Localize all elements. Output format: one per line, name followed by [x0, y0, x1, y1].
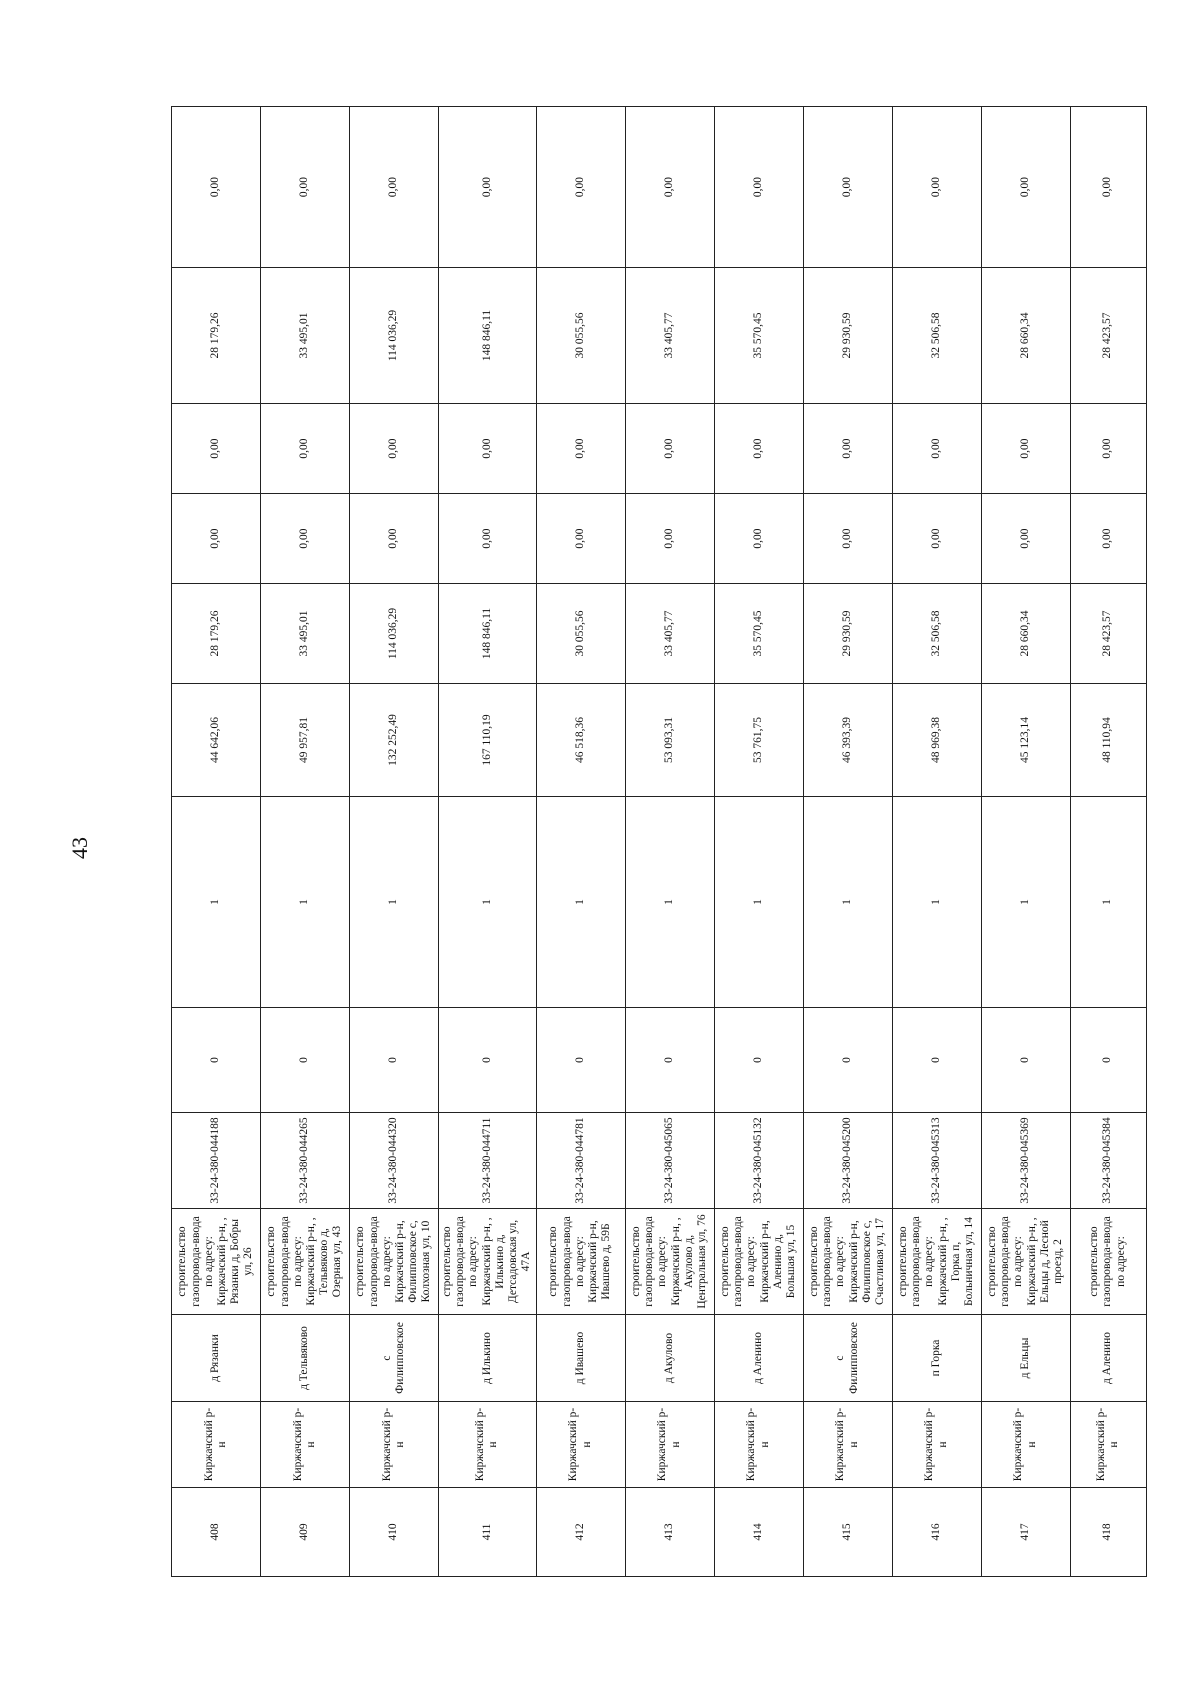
amount-cell-5: 114 036,29: [350, 268, 439, 404]
row-number: 418: [1070, 1488, 1146, 1577]
description-cell: строительство газопровода-ввода по адресу: Киржачский р-н, , Тельвяково д, Озерная ул, 43: [261, 1209, 350, 1315]
amount-cell-3: 0,00: [714, 494, 803, 584]
quantity-cell: 1: [439, 797, 537, 1008]
table-row: [536, 107, 625, 1577]
cadastral-number-cell: 33-24-380-045200: [803, 1113, 892, 1209]
amount-cell-6: 0,00: [981, 107, 1070, 268]
amount-cell-2: 114 036,29: [350, 584, 439, 684]
amount-cell-6: 0,00: [350, 107, 439, 268]
amount-cell-2: 148 846,11: [439, 584, 537, 684]
amount-cell-2: 35 570,45: [714, 584, 803, 684]
amount-cell-3: 0,00: [536, 494, 625, 584]
amount-cell-1: 53 761,75: [714, 684, 803, 797]
amount-cell-6: 0,00: [803, 107, 892, 268]
locality-cell: с Филипповское: [350, 1315, 439, 1402]
quantity-cell: 1: [892, 797, 981, 1008]
cadastral-number-cell: 33-24-380-045065: [625, 1113, 714, 1209]
amount-cell-3: 0,00: [803, 494, 892, 584]
table-row: [172, 107, 261, 1577]
amount-cell-6: 0,00: [714, 107, 803, 268]
table-row: [803, 107, 892, 1577]
amount-cell-3: 0,00: [892, 494, 981, 584]
amount-cell-4: 0,00: [981, 404, 1070, 494]
zero-value-cell: 0: [172, 1008, 261, 1113]
locality-cell: д Тельвяково: [261, 1315, 350, 1402]
amount-cell-4: 0,00: [892, 404, 981, 494]
table-row: [439, 107, 537, 1577]
amount-cell-5: 32 506,58: [892, 268, 981, 404]
amount-cell-3: 0,00: [172, 494, 261, 584]
description-cell: строительство газопровода-ввода по адресу: Киржачский р-н, , Илькино д, Детсадовская ул, 47А: [439, 1209, 537, 1315]
amount-cell-1: 48 110,94: [1070, 684, 1146, 797]
table-row: [1070, 107, 1146, 1577]
quantity-cell: 1: [536, 797, 625, 1008]
description-cell: строительство газопровода-ввода по адресу: Киржачский р-н, , Рязанки д, Бобры ул, 26: [172, 1209, 261, 1315]
cadastral-number-cell: 33-24-380-045132: [714, 1113, 803, 1209]
amount-cell-4: 0,00: [536, 404, 625, 494]
district-cell: Киржачский р-н: [439, 1402, 537, 1488]
amount-cell-4: 0,00: [625, 404, 714, 494]
amount-cell-1: 49 957,81: [261, 684, 350, 797]
amount-cell-5: 29 930,59: [803, 268, 892, 404]
amount-cell-3: 0,00: [261, 494, 350, 584]
table-row: [981, 107, 1070, 1577]
locality-cell: д Ельцы: [981, 1315, 1070, 1402]
amount-cell-4: 0,00: [1070, 404, 1146, 494]
amount-cell-6: 0,00: [1070, 107, 1146, 268]
zero-value-cell: 0: [625, 1008, 714, 1113]
description-cell: строительство газопровода-ввода по адресу: Киржачский р-н, Филипповское с, Колхозная ул, 10: [350, 1209, 439, 1315]
description-cell: строительство газопровода-ввода по адресу: Киржачский р-н, Аленино д, Большая ул, 15: [714, 1209, 803, 1315]
amount-cell-6: 0,00: [261, 107, 350, 268]
quantity-cell: 1: [714, 797, 803, 1008]
cadastral-number-cell: 33-24-380-045313: [892, 1113, 981, 1209]
row-number: 417: [981, 1488, 1070, 1577]
row-number: 411: [439, 1488, 537, 1577]
amount-cell-1: 132 252,49: [350, 684, 439, 797]
zero-value-cell: 0: [803, 1008, 892, 1113]
cadastral-number-cell: 33-24-380-045384: [1070, 1113, 1146, 1209]
amount-cell-1: 48 969,38: [892, 684, 981, 797]
amount-cell-6: 0,00: [172, 107, 261, 268]
quantity-cell: 1: [172, 797, 261, 1008]
district-cell: Киржачский р-н: [981, 1402, 1070, 1488]
amount-cell-4: 0,00: [261, 404, 350, 494]
row-number: 414: [714, 1488, 803, 1577]
amount-cell-2: 30 055,56: [536, 584, 625, 684]
row-number: 409: [261, 1488, 350, 1577]
amount-cell-4: 0,00: [803, 404, 892, 494]
amount-cell-2: 28 423,57: [1070, 584, 1146, 684]
district-cell: Киржачский р-н: [350, 1402, 439, 1488]
description-cell: строительство газопровода-ввода по адресу: Киржачский р-н, , Ельцы д, Лесной проезд, 2: [981, 1209, 1070, 1315]
locality-cell: д Ивашево: [536, 1315, 625, 1402]
description-cell: строительство газопровода-ввода по адресу: Киржачский р-н, , Горка п, Больничная ул, 14: [892, 1209, 981, 1315]
zero-value-cell: 0: [350, 1008, 439, 1113]
amount-cell-5: 30 055,56: [536, 268, 625, 404]
amount-cell-6: 0,00: [625, 107, 714, 268]
amount-cell-1: 45 123,14: [981, 684, 1070, 797]
locality-cell: д Аленино: [1070, 1315, 1146, 1402]
zero-value-cell: 0: [1070, 1008, 1146, 1113]
amount-cell-1: 46 393,39: [803, 684, 892, 797]
locality-cell: с Филипповское: [803, 1315, 892, 1402]
zero-value-cell: 0: [892, 1008, 981, 1113]
cadastral-number-cell: 33-24-380-044711: [439, 1113, 537, 1209]
amount-cell-4: 0,00: [439, 404, 537, 494]
district-cell: Киржачский р-н: [261, 1402, 350, 1488]
amount-cell-2: 33 495,01: [261, 584, 350, 684]
quantity-cell: 1: [803, 797, 892, 1008]
cadastral-number-cell: 33-24-380-044781: [536, 1113, 625, 1209]
row-number: 408: [172, 1488, 261, 1577]
amount-cell-2: 28 179,26: [172, 584, 261, 684]
amount-cell-3: 0,00: [1070, 494, 1146, 584]
locality-cell: п Горка: [892, 1315, 981, 1402]
table-row: [714, 107, 803, 1577]
amount-cell-2: 28 660,34: [981, 584, 1070, 684]
amount-cell-2: 29 930,59: [803, 584, 892, 684]
amount-cell-5: 33 495,01: [261, 268, 350, 404]
row-number: 413: [625, 1488, 714, 1577]
cadastral-number-cell: 33-24-380-044188: [172, 1113, 261, 1209]
table-row: [350, 107, 439, 1577]
description-cell: строительство газопровода-ввода по адресу: Киржачский р-н, , Акулово д, Центральная ул, 76: [625, 1209, 714, 1315]
cadastral-number-cell: 33-24-380-044265: [261, 1113, 350, 1209]
cadastral-number-cell: 33-24-380-044320: [350, 1113, 439, 1209]
amount-cell-3: 0,00: [981, 494, 1070, 584]
amount-cell-3: 0,00: [439, 494, 537, 584]
district-cell: Киржачский р-н: [892, 1402, 981, 1488]
page-number: 43: [67, 837, 92, 859]
locality-cell: д Илькино: [439, 1315, 537, 1402]
amount-cell-1: 46 518,36: [536, 684, 625, 797]
district-cell: Киржачский р-н: [1070, 1402, 1146, 1488]
district-cell: Киржачский р-н: [803, 1402, 892, 1488]
amount-cell-4: 0,00: [714, 404, 803, 494]
table-body: [172, 107, 1147, 1577]
zero-value-cell: 0: [536, 1008, 625, 1113]
amount-cell-4: 0,00: [172, 404, 261, 494]
quantity-cell: 1: [261, 797, 350, 1008]
zero-value-cell: 0: [714, 1008, 803, 1113]
quantity-cell: 1: [981, 797, 1070, 1008]
row-number: 416: [892, 1488, 981, 1577]
row-number: 412: [536, 1488, 625, 1577]
quantity-cell: 1: [350, 797, 439, 1008]
description-cell: строительство газопровода-ввода по адресу: Киржачский р-н, Филипповское с, Счастливая ул, 17: [803, 1209, 892, 1315]
amount-cell-5: 148 846,11: [439, 268, 537, 404]
amount-cell-6: 0,00: [439, 107, 537, 268]
district-cell: Киржачский р-н: [172, 1402, 261, 1488]
amount-cell-5: 28 179,26: [172, 268, 261, 404]
amount-cell-1: 44 642,06: [172, 684, 261, 797]
registry-table-container: [171, 107, 1134, 1577]
locality-cell: д Рязанки: [172, 1315, 261, 1402]
district-cell: Киржачский р-н: [536, 1402, 625, 1488]
locality-cell: д Аленино: [714, 1315, 803, 1402]
locality-cell: д Акулово: [625, 1315, 714, 1402]
amount-cell-4: 0,00: [350, 404, 439, 494]
amount-cell-2: 32 506,58: [892, 584, 981, 684]
amount-cell-5: 35 570,45: [714, 268, 803, 404]
amount-cell-5: 28 423,57: [1070, 268, 1146, 404]
cadastral-number-cell: 33-24-380-045369: [981, 1113, 1070, 1209]
table-row: [261, 107, 350, 1577]
amount-cell-1: 53 093,31: [625, 684, 714, 797]
description-cell: строительство газопровода-ввода по адресу:: [1070, 1209, 1146, 1315]
row-number: 410: [350, 1488, 439, 1577]
quantity-cell: 1: [1070, 797, 1146, 1008]
zero-value-cell: 0: [981, 1008, 1070, 1113]
row-number: 415: [803, 1488, 892, 1577]
zero-value-cell: 0: [261, 1008, 350, 1113]
description-cell: строительство газопровода-ввода по адресу: Киржачский р-н, Ивашево д, 59Б: [536, 1209, 625, 1315]
zero-value-cell: 0: [439, 1008, 537, 1113]
amount-cell-2: 33 405,77: [625, 584, 714, 684]
amount-cell-5: 28 660,34: [981, 268, 1070, 404]
table-row: [625, 107, 714, 1577]
amount-cell-1: 167 110,19: [439, 684, 537, 797]
amount-cell-5: 33 405,77: [625, 268, 714, 404]
district-cell: Киржачский р-н: [625, 1402, 714, 1488]
amount-cell-3: 0,00: [350, 494, 439, 584]
quantity-cell: 1: [625, 797, 714, 1008]
amount-cell-3: 0,00: [625, 494, 714, 584]
district-cell: Киржачский р-н: [714, 1402, 803, 1488]
amount-cell-6: 0,00: [892, 107, 981, 268]
table-row: [892, 107, 981, 1577]
amount-cell-6: 0,00: [536, 107, 625, 268]
registry-table: [171, 106, 1147, 1577]
